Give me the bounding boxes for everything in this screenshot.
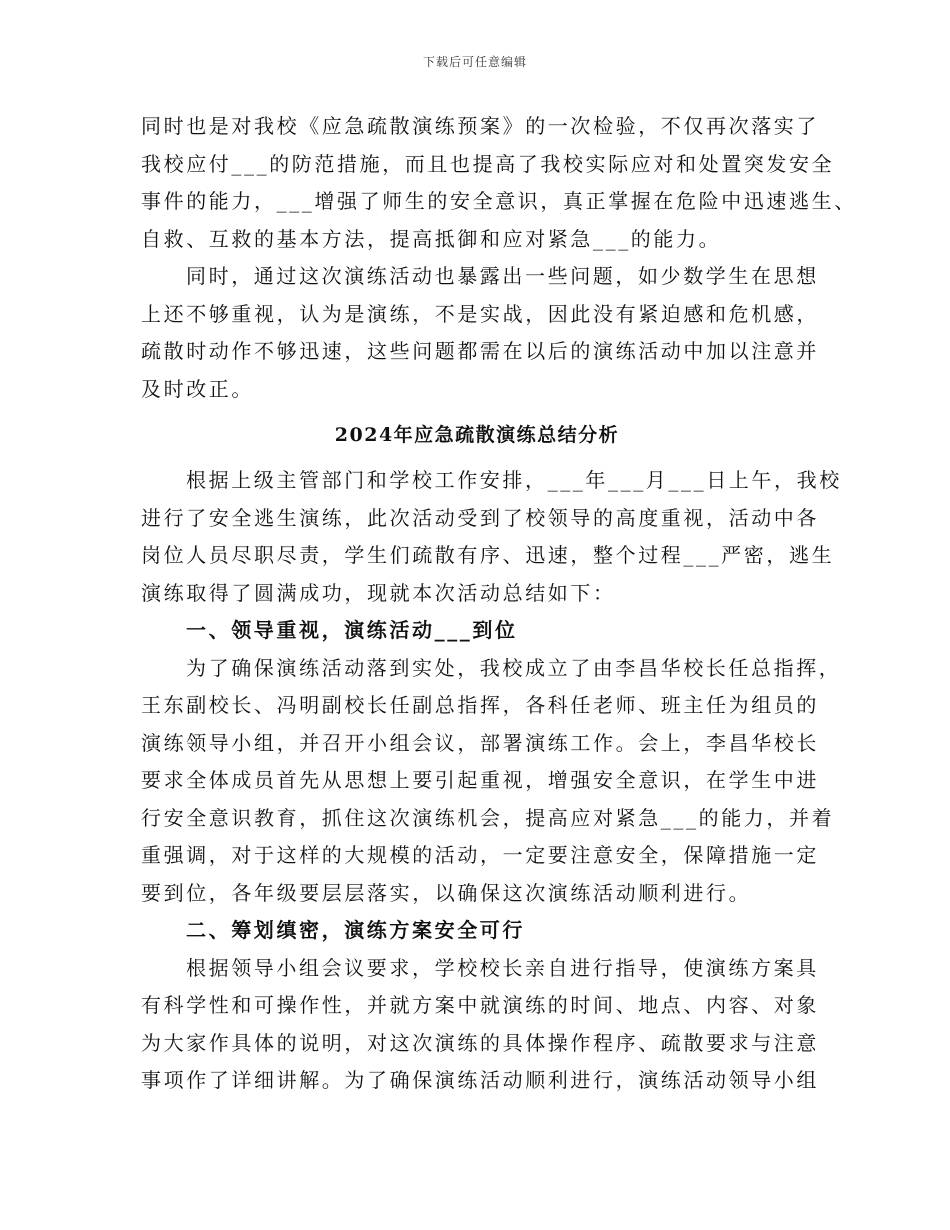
paragraph-line: 事件的能力，___增强了师生的安全意识，真正掌握在危险中迅速逃生、	[141, 189, 857, 213]
paragraph-line: 岗位人员尽职尽责，学生们疏散有序、迅速，整个过程___严密，逃生	[141, 543, 835, 567]
paragraph-line: 上还不够重视，认为是演练，不是实战，因此没有紧迫感和危机感，	[141, 301, 819, 326]
paragraph-line: 演练取得了圆满成功，现就本次活动总结如下：	[141, 580, 616, 605]
paragraph-line: 进行了安全逃生演练，此次活动受到了校领导的高度重视，活动中各	[141, 505, 819, 530]
paragraph-2	[141, 258, 819, 408]
paragraph-line: 我校应付___的防范措施，而且也提高了我校实际应对和处置突发安全	[141, 151, 835, 176]
section-heading-1: 一、领导重视，演练活动___到位	[186, 618, 518, 642]
paragraph-line: 演练领导小组，并召开小组会议，部署演练工作。会上，李昌华校长	[141, 730, 819, 755]
page-header: 下载后可任意编辑	[422, 55, 527, 69]
paragraph-line: 行安全意识教育，抓住这次演练机会，提高应对紧急___的能力，并着	[141, 805, 835, 830]
section-heading-2: 二、筹划缜密，演练方案安全可行	[186, 918, 525, 942]
paragraph-1	[141, 108, 857, 258]
paragraph-line: 根据领导小组会议要求，学校校长亲自进行指导，使演练方案具	[186, 955, 819, 980]
paragraph-line: 疏散时动作不够迅速，这些问题都需在以后的演练活动中加以注意并	[141, 339, 819, 363]
paragraph-line: 同时，通过这次演练活动也暴露出一些问题，如少数学生在思想	[186, 264, 819, 288]
paragraph-line: 及时改正。	[141, 376, 254, 401]
paragraph-line: 根据上级主管部门和学校工作安排，___年___月___日上午，我校	[186, 468, 842, 492]
document-body	[141, 108, 857, 1100]
paragraph-5	[141, 950, 819, 1100]
document-title: 2024年应急疏散演练总结分析	[334, 424, 620, 446]
paragraph-line: 重强调，对于这样的大规模的活动，一定要注意安全，保障措施一定	[141, 843, 819, 867]
paragraph-line: 有科学性和可操作性，并就方案中就演练的时间、地点、内容、对象	[141, 993, 819, 1017]
paragraph-line: 要求全体成员首先从思想上要引起重视，增强安全意识，在学生中进	[141, 768, 819, 792]
paragraph-line: 为大家作具体的说明，对这次演练的具体操作程序、疏散要求与注意	[141, 1030, 819, 1055]
paragraph-line: 王东副校长、冯明副校长任副总指挥，各科任老师、班主任为组员的	[141, 693, 819, 717]
paragraph-3	[141, 462, 842, 612]
paragraph-line: 自救、互救的基本方法，提高抵御和应对紧急___的能力。	[141, 226, 722, 251]
paragraph-line: 同时也是对我校《应急疏散演练预案》的一次检验，不仅再次落实了	[141, 114, 819, 138]
paragraph-line: 事项作了详细讲解。为了确保演练活动顺利进行，演练活动领导小组	[141, 1068, 819, 1092]
paragraph-line: 要到位，各年级要层层落实，以确保这次演练活动顺利进行。	[141, 880, 752, 905]
paragraph-line: 为了确保演练活动落到实处，我校成立了由李昌华校长任总指挥，	[186, 655, 842, 680]
paragraph-4	[141, 650, 842, 913]
